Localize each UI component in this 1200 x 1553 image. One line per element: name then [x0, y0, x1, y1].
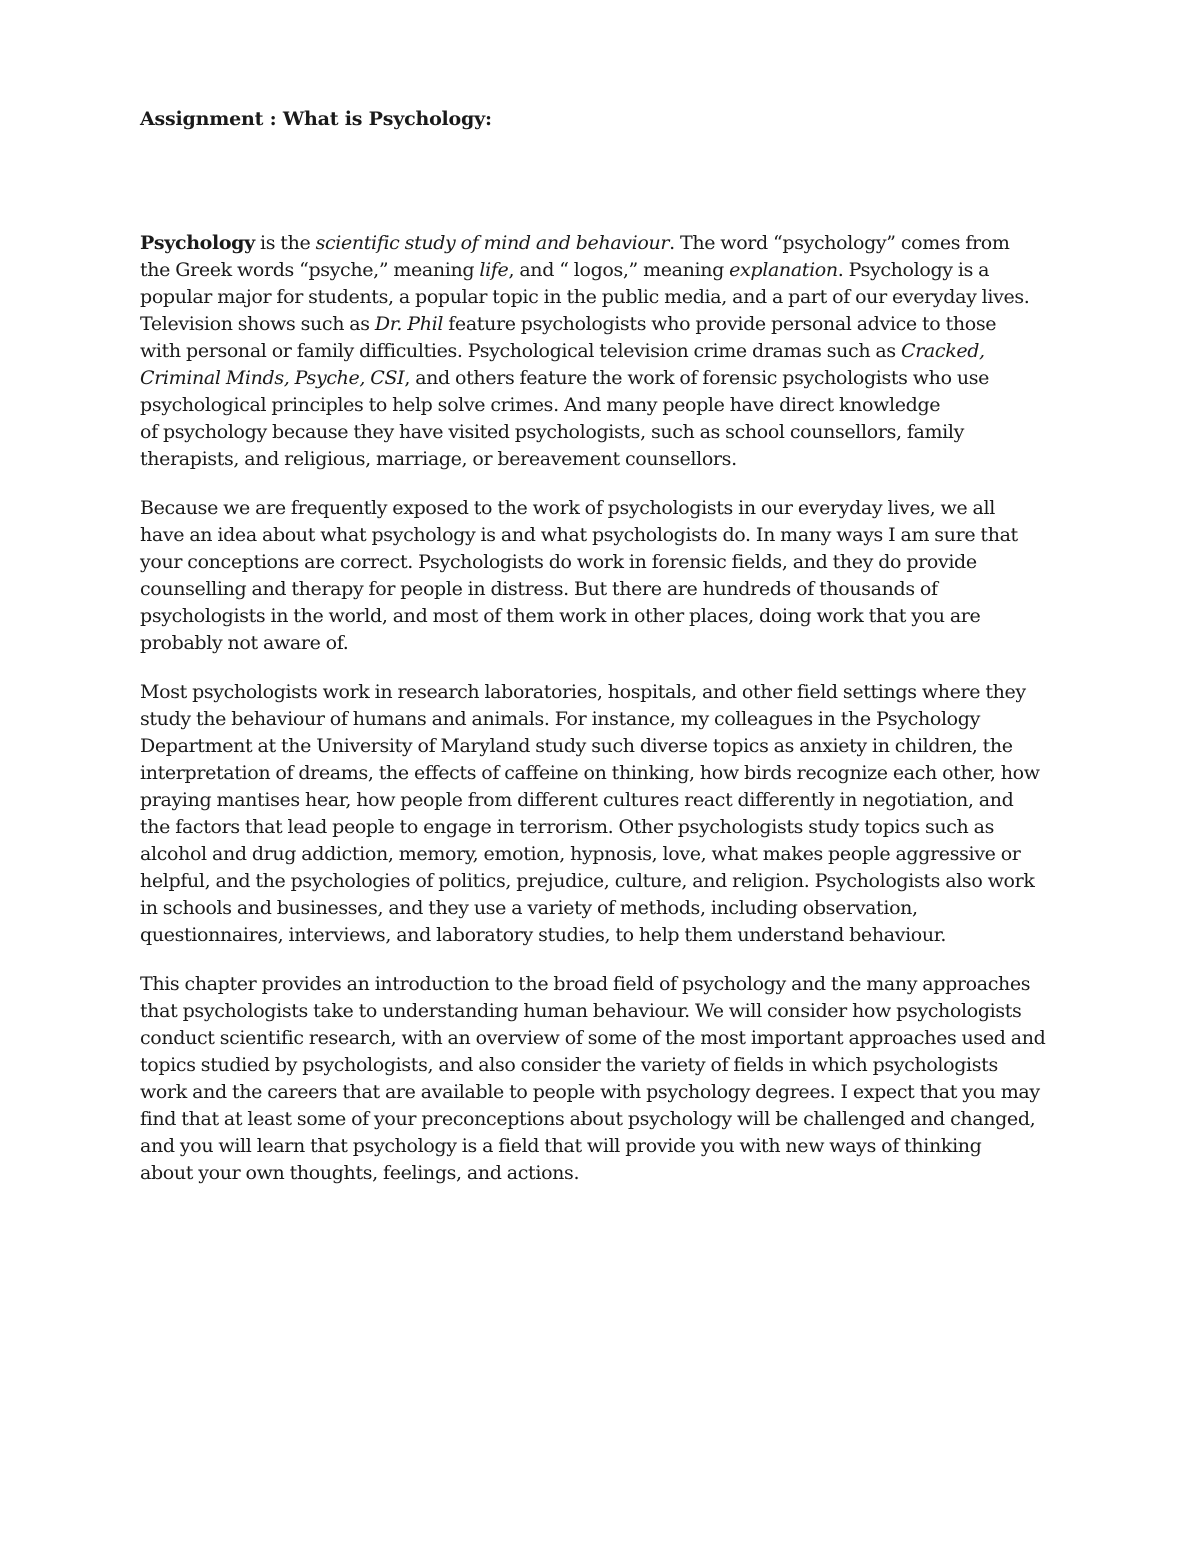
text-line [140, 284, 1070, 311]
text-run: is the [254, 232, 316, 254]
text-run: helpful, and the psychologies of politics, prejudice, culture, and religion. Psychologists also work [140, 870, 1035, 892]
text-line [140, 1133, 1070, 1160]
text-run: with personal or family difficulties. Psychological television crime dramas such as [140, 340, 901, 362]
text-line [140, 1106, 1070, 1133]
text-run: popular major for students, a popular topic in the public media, and a part of our everyday lives. [140, 286, 1030, 308]
text-run: topics studied by psychologists, and also consider the variety of fields in which psychologists [140, 1054, 998, 1076]
text-run: have an idea about what psychology is and what psychologists do. In many ways I am sure that [140, 524, 1018, 546]
text-run: , and “ logos,” meaning [508, 259, 730, 281]
text-line [140, 895, 1070, 922]
text-line [140, 679, 1070, 706]
text-run: Most psychologists work in research laboratories, hospitals, and other field settings where they [140, 681, 1026, 703]
text-line [140, 311, 1070, 338]
document-body [140, 230, 1070, 1209]
text-run: feature psychologists who provide personal advice to those [443, 313, 997, 335]
text-run: Criminal Minds, Psyche, CSI [140, 367, 405, 389]
text-line [140, 841, 1070, 868]
text-line [140, 1079, 1070, 1106]
text-line [140, 971, 1070, 998]
text-run: study the behaviour of humans and animals. For instance, my colleagues in the Psychology [140, 708, 980, 730]
text-line [140, 365, 1070, 392]
paragraph [140, 971, 1070, 1187]
text-run: psychological principles to help solve crimes. And many people have direct knowledge [140, 394, 941, 416]
text-line [140, 495, 1070, 522]
text-line [140, 868, 1070, 895]
text-line [140, 576, 1070, 603]
text-line [140, 922, 1070, 949]
text-run: in schools and businesses, and they use a variety of methods, including observation, [140, 897, 918, 919]
text-line [140, 257, 1070, 284]
text-line [140, 733, 1070, 760]
text-run: . The word “psychology” comes from [669, 232, 1010, 254]
text-run: find that at least some of your preconceptions about psychology will be challenged and changed, [140, 1108, 1036, 1130]
text-run: of psychology because they have visited psychologists, such as school counsellors, family [140, 421, 965, 443]
text-run: and you will learn that psychology is a field that will provide you with new ways of thinking [140, 1135, 982, 1157]
text-run: explanation [729, 259, 838, 281]
text-run: the Greek words “psyche,” meaning [140, 259, 480, 281]
text-run: Dr. Phil [374, 313, 444, 335]
text-line [140, 549, 1070, 576]
text-line [140, 392, 1070, 419]
text-run: counselling and therapy for people in distress. But there are hundreds of thousands of [140, 578, 938, 600]
text-run: probably not aware of. [140, 632, 349, 654]
text-line [140, 603, 1070, 630]
document-header [140, 106, 1070, 132]
text-run: This chapter provides an introduction to the broad field of psychology and the many approaches [140, 973, 1031, 995]
paragraph [140, 679, 1070, 949]
text-line [140, 338, 1070, 365]
text-run: Department at the University of Maryland study such diverse topics as anxiety in children, the [140, 735, 1013, 757]
text-run: questionnaires, interviews, and laboratory studies, to help them understand behaviour. [140, 924, 947, 946]
text-run: psychologists in the world, and most of them work in other places, doing work that you are [140, 605, 981, 627]
text-line [140, 706, 1070, 733]
paragraph [140, 230, 1070, 473]
text-run: Television shows such as [140, 313, 375, 335]
text-run: Psychology [140, 232, 255, 254]
text-line [140, 630, 1070, 657]
paragraph [140, 495, 1070, 657]
text-line [140, 1160, 1070, 1187]
document-title: Assignment : What is Psychology: [140, 108, 492, 130]
text-line [140, 998, 1070, 1025]
text-run: the factors that lead people to engage in terrorism. Other psychologists study topics such as [140, 816, 995, 838]
text-run: Because we are frequently exposed to the work of psychologists in our everyday lives, we all [140, 497, 995, 519]
text-run: Cracked, [901, 340, 985, 362]
text-line [140, 787, 1070, 814]
text-run: interpretation of dreams, the effects of caffeine on thinking, how birds recognize each other, how [140, 762, 1040, 784]
text-run: your conceptions are correct. Psychologists do work in forensic fields, and they do provide [140, 551, 977, 573]
text-run: life [479, 259, 509, 281]
text-run: scientific study of mind and behaviour [315, 232, 670, 254]
text-line [140, 419, 1070, 446]
text-run: , and others feature the work of forensic psychologists who use [404, 367, 990, 389]
text-line [140, 230, 1070, 257]
text-run: conduct scientific research, with an overview of some of the most important approaches used and [140, 1027, 1046, 1049]
text-line [140, 1052, 1070, 1079]
text-run: that psychologists take to understanding human behaviour. We will consider how psychologists [140, 1000, 1022, 1022]
text-line [140, 760, 1070, 787]
text-line [140, 1025, 1070, 1052]
text-run: . Psychology is a [837, 259, 990, 281]
text-run: work and the careers that are available to people with psychology degrees. I expect that you may [140, 1081, 1040, 1103]
text-run: therapists, and religious, marriage, or bereavement counsellors. [140, 448, 737, 470]
text-line [140, 522, 1070, 549]
text-line [140, 446, 1070, 473]
text-run: about your own thoughts, feelings, and actions. [140, 1162, 580, 1184]
text-run: alcohol and drug addiction, memory, emotion, hypnosis, love, what makes people aggressive or [140, 843, 1021, 865]
text-run: praying mantises hear, how people from different cultures react differently in negotiation, and [140, 789, 1014, 811]
text-line [140, 814, 1070, 841]
